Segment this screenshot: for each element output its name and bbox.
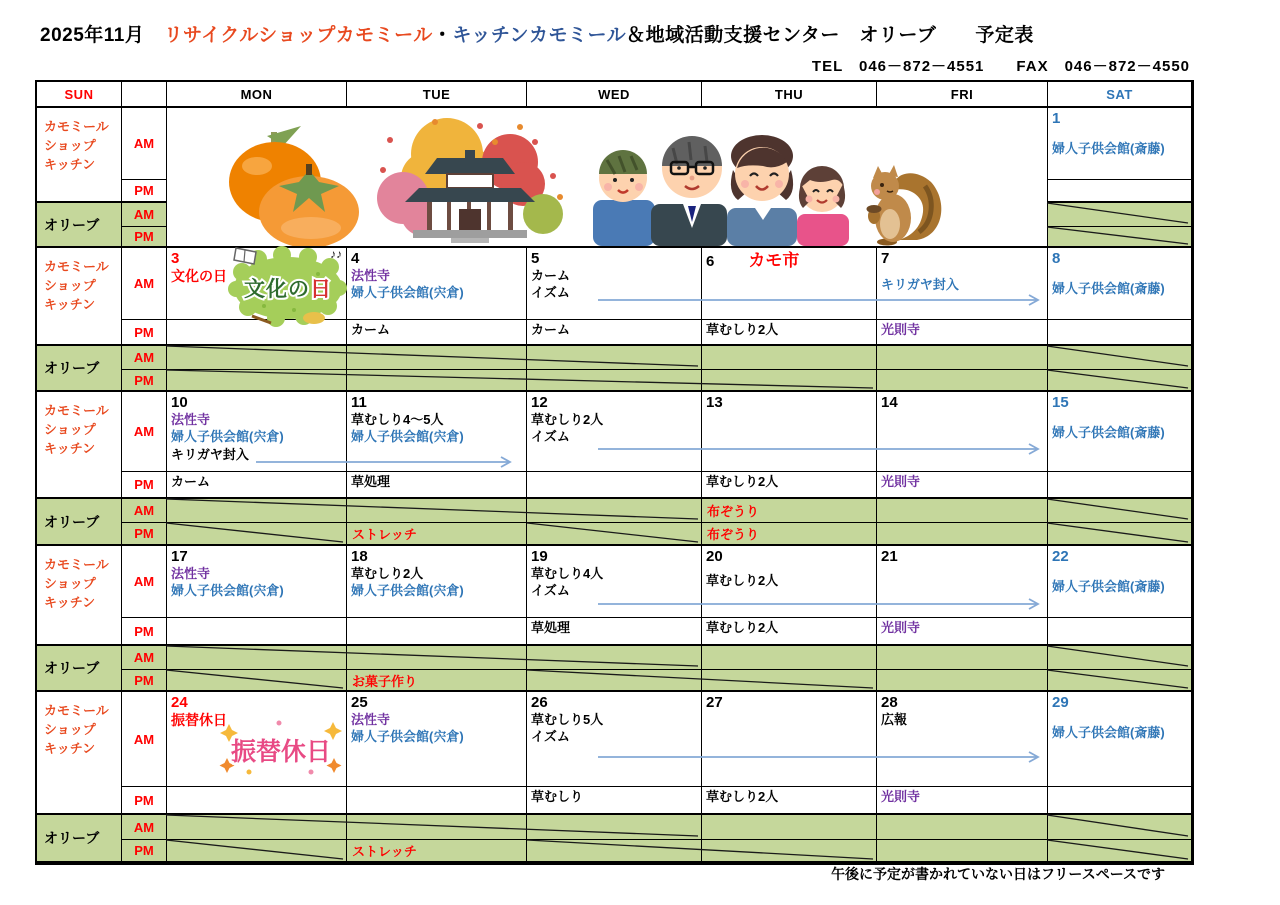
olive-activity: 布ぞうり — [707, 504, 760, 519]
event: 草むしり4～5人 — [351, 412, 444, 428]
date: 5 — [531, 250, 540, 267]
olive-pm-label-w4: PM — [122, 670, 167, 692]
cell-w5-tue-olive-am — [347, 815, 527, 840]
cell-w2-fri-olive-pm — [877, 370, 1048, 392]
label-line: カモミール — [44, 119, 109, 134]
olive-label: オリーブ — [44, 360, 100, 376]
date: 20 — [706, 548, 723, 565]
pm-label-w3: PM — [122, 472, 167, 499]
event: カーム — [351, 322, 391, 337]
cell-w4-tue-olive-am — [347, 646, 527, 670]
cell-w5-fri-olive-pm — [877, 840, 1048, 863]
date: 1 — [1052, 110, 1061, 127]
cell-w4-fri-olive-am — [877, 646, 1048, 670]
date: 15 — [1052, 394, 1069, 411]
cell-w2-sat-olive-am — [1048, 346, 1192, 370]
event: 光則寺 — [881, 789, 921, 804]
header-fri: FRI — [877, 82, 1048, 108]
am-label-w2: AM — [122, 248, 167, 320]
event: イズム — [531, 729, 570, 745]
persimmons-illustration — [229, 126, 359, 246]
cell-w2-thu-olive-pm — [702, 370, 877, 392]
cell-w4-wed-olive-pm — [527, 670, 702, 692]
cell-w2-tue-olive-am — [347, 346, 527, 370]
date: 19 — [531, 548, 548, 565]
sticker-text-hi: 日 — [310, 278, 332, 301]
cell-w5-mon-olive-am — [167, 815, 347, 840]
kamo-market-label: カモ市 — [748, 251, 800, 270]
event: 婦人子供会館(斎藤) — [1052, 579, 1165, 595]
label-line: ショップ — [44, 137, 96, 153]
date: 28 — [881, 694, 898, 711]
event: 草むしり2人 — [531, 412, 604, 428]
cell-w5-tue-am — [347, 692, 527, 787]
culture-day-sticker — [224, 244, 352, 328]
cell-w4-thu-olive-am — [702, 646, 877, 670]
cell-w4-sat-olive-pm — [1048, 670, 1192, 692]
header-sun: SUN — [37, 82, 122, 108]
cell-w5-fri-olive-am — [877, 815, 1048, 840]
date: 12 — [531, 394, 548, 411]
pm-label-w1: PM — [122, 180, 167, 203]
label-line: キッチン — [44, 156, 96, 172]
am-label-w5: AM — [122, 692, 167, 787]
cell-w5-wed-olive-am — [527, 815, 702, 840]
title-month: 2025年11月 — [40, 25, 145, 46]
event: 婦人子供会館(宍倉) — [351, 583, 464, 599]
olive-label: オリーブ — [44, 216, 100, 233]
cell-w5-mon-am — [167, 692, 347, 787]
event: 草むしり2人 — [706, 474, 779, 489]
olive-pm-label-w5: PM — [122, 840, 167, 863]
date: 7 — [881, 250, 890, 267]
event: 法性寺 — [171, 412, 211, 428]
cell-w2-tue-pm — [347, 320, 527, 346]
cell-w5-fri-pm — [877, 787, 1048, 815]
cell-w3-thu-olive-am — [702, 499, 877, 523]
svg-text:文化の日 — [244, 278, 332, 301]
cell-w4-thu-olive-pm — [702, 670, 877, 692]
cell-w2-wed-olive-pm — [527, 370, 702, 392]
event: カーム — [171, 474, 211, 489]
row-label-olive-w4 — [37, 646, 122, 692]
event: 草むしり2人 — [706, 620, 779, 635]
cell-w2-fri-pm — [877, 320, 1048, 346]
event: 広報 — [881, 712, 908, 728]
event: 草むしり2人 — [706, 789, 779, 804]
row-label-chamomile-w2 — [37, 248, 122, 346]
event: 光則寺 — [881, 620, 921, 635]
cell-w3-wed-olive-am — [527, 499, 702, 523]
cell-w4-wed-pm — [527, 618, 702, 646]
cell-w2-mon-olive-pm — [167, 370, 347, 392]
cell-w3-thu-am — [702, 392, 877, 472]
title-separator: ・ — [432, 25, 453, 46]
pm-label-w2: PM — [122, 320, 167, 346]
olive-activity: ストレッチ — [352, 844, 417, 859]
am-label-w1: AM — [122, 108, 167, 180]
event: 法性寺 — [351, 712, 391, 728]
label-line: カモミール — [44, 557, 109, 572]
cell-w2-wed-pm — [527, 320, 702, 346]
olive-label: オリーブ — [44, 660, 100, 676]
header-wed: WED — [527, 82, 702, 108]
cell-w5-mon-pm — [167, 787, 347, 815]
label-line: ショップ — [44, 277, 96, 293]
event: 草処理 — [351, 474, 391, 489]
cell-w4-thu-am — [702, 546, 877, 618]
holiday-label: 振替休日 — [171, 712, 227, 729]
pm-label-w4: PM — [122, 618, 167, 646]
cell-w2-fri-olive-am — [877, 346, 1048, 370]
date: 26 — [531, 694, 548, 711]
cell-w3-sat-pm — [1048, 472, 1192, 499]
event: 草むしり2人 — [706, 322, 779, 337]
cell-w4-wed-olive-am — [527, 646, 702, 670]
cell-w1-sat-am — [1048, 108, 1192, 180]
cell-w2-tue-olive-pm — [347, 370, 527, 392]
event: 草むしり2人 — [351, 566, 424, 582]
label-line: キッチン — [44, 740, 96, 756]
header-sat: SAT — [1048, 82, 1192, 108]
event: 婦人子供会館(宍倉) — [351, 729, 464, 745]
cell-w3-tue-olive-am — [347, 499, 527, 523]
header-tue: TUE — [347, 82, 527, 108]
cell-w3-fri-olive-am — [877, 499, 1048, 523]
row-label-chamomile-w5 — [37, 692, 122, 815]
date: 6 — [706, 253, 715, 270]
event: 婦人子供会館(宍倉) — [171, 429, 284, 445]
holiday-label: 文化の日 — [171, 268, 227, 285]
cell-w5-wed-olive-pm — [527, 840, 702, 863]
cell-w4-fri-olive-pm — [877, 670, 1048, 692]
cell-w2-thu-olive-am — [702, 346, 877, 370]
cell-w3-fri-pm — [877, 472, 1048, 499]
cell-w2-mon-olive-am — [167, 346, 347, 370]
cell-w2-tue-am — [347, 248, 527, 320]
autumn-temple-illustration — [377, 118, 563, 243]
pm-label-w5: PM — [122, 787, 167, 815]
event: 法性寺 — [171, 566, 211, 582]
olive-label: オリーブ — [44, 830, 100, 846]
date: 29 — [1052, 694, 1069, 711]
row-label-olive-w5 — [37, 815, 122, 863]
title-shop-name: リサイクルショップカモミール — [163, 25, 433, 46]
cell-w5-wed-pm — [527, 787, 702, 815]
row-label-chamomile-w1 — [37, 108, 122, 203]
olive-pm-label-w2: PM — [122, 370, 167, 392]
cell-w1-sat-olive-am — [1048, 203, 1192, 227]
cell-w2-sat-olive-pm — [1048, 370, 1192, 392]
date: 25 — [351, 694, 368, 711]
cell-w3-sat-am — [1048, 392, 1192, 472]
label-line: カモミール — [44, 403, 109, 418]
cell-w5-mon-olive-pm — [167, 840, 347, 863]
label-line: キッチン — [44, 594, 96, 610]
footer-note: 午後に予定が書かれていない日はフリースペースです — [830, 866, 1165, 882]
cell-w3-thu-pm — [702, 472, 877, 499]
cell-w5-tue-olive-pm — [347, 840, 527, 863]
cell-w2-thu-am — [702, 248, 877, 320]
cell-w5-sat-olive-am — [1048, 815, 1192, 840]
cell-w5-sat-am — [1048, 692, 1192, 787]
cell-w3-fri-am — [877, 392, 1048, 472]
cell-w3-mon-am — [167, 392, 347, 472]
cell-w3-wed-am — [527, 392, 702, 472]
cell-w4-sat-am — [1048, 546, 1192, 618]
cell-w5-sat-pm — [1048, 787, 1192, 815]
olive-am-label-w4: AM — [122, 646, 167, 670]
cell-w1-sat-pm — [1048, 180, 1192, 203]
event: イズム — [531, 429, 570, 445]
cell-w5-thu-pm — [702, 787, 877, 815]
event: 婦人子供会館(斎藤) — [1052, 281, 1165, 297]
row-label-olive-w2 — [37, 346, 122, 392]
cell-w4-fri-pm — [877, 618, 1048, 646]
cell-w4-tue-olive-pm — [347, 670, 527, 692]
cell-w4-mon-olive-pm — [167, 670, 347, 692]
event: 法性寺 — [351, 268, 391, 284]
cell-w2-wed-am — [527, 248, 702, 320]
date: 14 — [881, 394, 898, 411]
cell-w3-wed-olive-pm — [527, 523, 702, 546]
event: 草むしり4人 — [531, 566, 604, 582]
olive-pm-label-w1: PM — [122, 227, 167, 248]
event: 草むしり — [531, 789, 584, 804]
november-illustrations — [167, 108, 1046, 246]
cell-w4-thu-pm — [702, 618, 877, 646]
event: 婦人子供会館(宍倉) — [351, 429, 464, 445]
event: 草むしり2人 — [706, 573, 779, 589]
olive-activity: お菓子作り — [352, 673, 418, 689]
cell-w5-fri-am — [877, 692, 1048, 787]
event: 光則寺 — [881, 474, 921, 489]
olive-activity: 布ぞうり — [707, 527, 760, 542]
event: カーム — [531, 268, 571, 284]
event: 草処理 — [531, 620, 571, 635]
date: 22 — [1052, 548, 1069, 565]
cell-w4-sat-pm — [1048, 618, 1192, 646]
week1-illustration-band — [167, 108, 1048, 248]
date: 3 — [171, 250, 180, 267]
event: イズム — [531, 285, 570, 301]
am-label-w4: AM — [122, 546, 167, 618]
cell-w3-tue-am — [347, 392, 527, 472]
cell-w5-tue-pm — [347, 787, 527, 815]
page-title — [40, 20, 1034, 47]
event: 婦人子供会館(宍倉) — [351, 285, 464, 301]
cell-w2-sat-am — [1048, 248, 1192, 320]
label-line: ショップ — [44, 421, 96, 437]
cell-w4-fri-am — [877, 546, 1048, 618]
event: 婦人子供会館(斎藤) — [1052, 425, 1165, 441]
cell-w2-sat-pm — [1048, 320, 1192, 346]
substitute-holiday-sticker — [219, 718, 343, 778]
title-kitchen-name: キッチンカモミール — [452, 25, 627, 46]
tel-fax-line: TEL 046－872－4551 FAX 046－872－4550 — [811, 58, 1190, 75]
date: 8 — [1052, 250, 1061, 267]
date: 24 — [171, 694, 188, 711]
cell-w4-mon-am — [167, 546, 347, 618]
label-line: カモミール — [44, 703, 109, 718]
date: 13 — [706, 394, 723, 411]
cell-w4-mon-pm — [167, 618, 347, 646]
cell-w2-fri-am — [877, 248, 1048, 320]
cell-w4-wed-am — [527, 546, 702, 618]
label-line: キッチン — [44, 440, 96, 456]
am-label-w3: AM — [122, 392, 167, 472]
event: 草むしり5人 — [531, 712, 604, 728]
event: カーム — [531, 322, 571, 337]
cell-w3-tue-olive-pm — [347, 523, 527, 546]
date: 11 — [351, 394, 367, 411]
cell-w5-thu-olive-pm — [702, 840, 877, 863]
cell-w3-fri-olive-pm — [877, 523, 1048, 546]
olive-am-label-w1: AM — [122, 203, 167, 227]
cell-w5-wed-am — [527, 692, 702, 787]
sticker-text-bunka: 文化の — [244, 278, 310, 301]
cell-w2-wed-olive-am — [527, 346, 702, 370]
label-line: ショップ — [44, 721, 96, 737]
title-suffix: ＆地域活動支援センター オリーブ 予定表 — [626, 25, 1034, 46]
date: 27 — [706, 694, 723, 711]
event: 婦人子供会館(斎藤) — [1052, 725, 1165, 741]
cell-w5-thu-olive-am — [702, 815, 877, 840]
date: 4 — [351, 250, 360, 267]
cell-w5-sat-olive-pm — [1048, 840, 1192, 863]
olive-am-label-w3: AM — [122, 499, 167, 523]
schedule-table — [35, 80, 1194, 865]
date: 17 — [171, 548, 188, 565]
cell-w4-mon-olive-am — [167, 646, 347, 670]
cell-w4-tue-am — [347, 546, 527, 618]
cell-w4-sat-olive-am — [1048, 646, 1192, 670]
header-thu: THU — [702, 82, 877, 108]
sticker-text-furikae: 振替休日 — [230, 738, 332, 766]
cell-w3-tue-pm — [347, 472, 527, 499]
event: 婦人子供会館(宍倉) — [171, 583, 284, 599]
cell-w3-wed-pm — [527, 472, 702, 499]
label-line: カモミール — [44, 259, 109, 274]
cell-w3-sat-olive-am — [1048, 499, 1192, 523]
cell-w3-thu-olive-pm — [702, 523, 877, 546]
header-spacer — [122, 82, 167, 108]
squirrel-illustration — [867, 165, 942, 246]
date: 18 — [351, 548, 368, 565]
cell-w3-mon-olive-am — [167, 499, 347, 523]
row-label-chamomile-w4 — [37, 546, 122, 646]
cell-w3-sat-olive-pm — [1048, 523, 1192, 546]
header-mon: MON — [167, 82, 347, 108]
event: キリガヤ封入 — [171, 446, 249, 462]
date: 10 — [171, 394, 188, 411]
cell-w3-mon-olive-pm — [167, 523, 347, 546]
olive-am-label-w5: AM — [122, 815, 167, 840]
cell-w1-sat-olive-pm — [1048, 227, 1192, 248]
olive-activity: ストレッチ — [352, 527, 417, 542]
event: 婦人子供会館(斎藤) — [1052, 141, 1165, 157]
cell-w3-mon-pm — [167, 472, 347, 499]
cell-w2-thu-pm — [702, 320, 877, 346]
olive-label: オリーブ — [44, 513, 100, 530]
music-notes-glyph: ♪♪ — [330, 247, 342, 261]
cell-w2-mon-am — [167, 248, 347, 320]
row-label-chamomile-w3 — [37, 392, 122, 499]
row-label-olive-w1 — [37, 203, 122, 248]
date: 21 — [881, 548, 898, 565]
event: キリガヤ封入 — [881, 277, 959, 293]
family-illustration — [593, 135, 849, 246]
event: 光則寺 — [881, 322, 921, 337]
olive-am-label-w2: AM — [122, 346, 167, 370]
label-line: キッチン — [44, 296, 96, 312]
cell-w5-thu-am — [702, 692, 877, 787]
olive-pm-label-w3: PM — [122, 523, 167, 546]
event: イズム — [531, 583, 570, 599]
cell-w4-tue-pm — [347, 618, 527, 646]
row-label-olive-w3 — [37, 499, 122, 546]
label-line: ショップ — [44, 575, 96, 591]
